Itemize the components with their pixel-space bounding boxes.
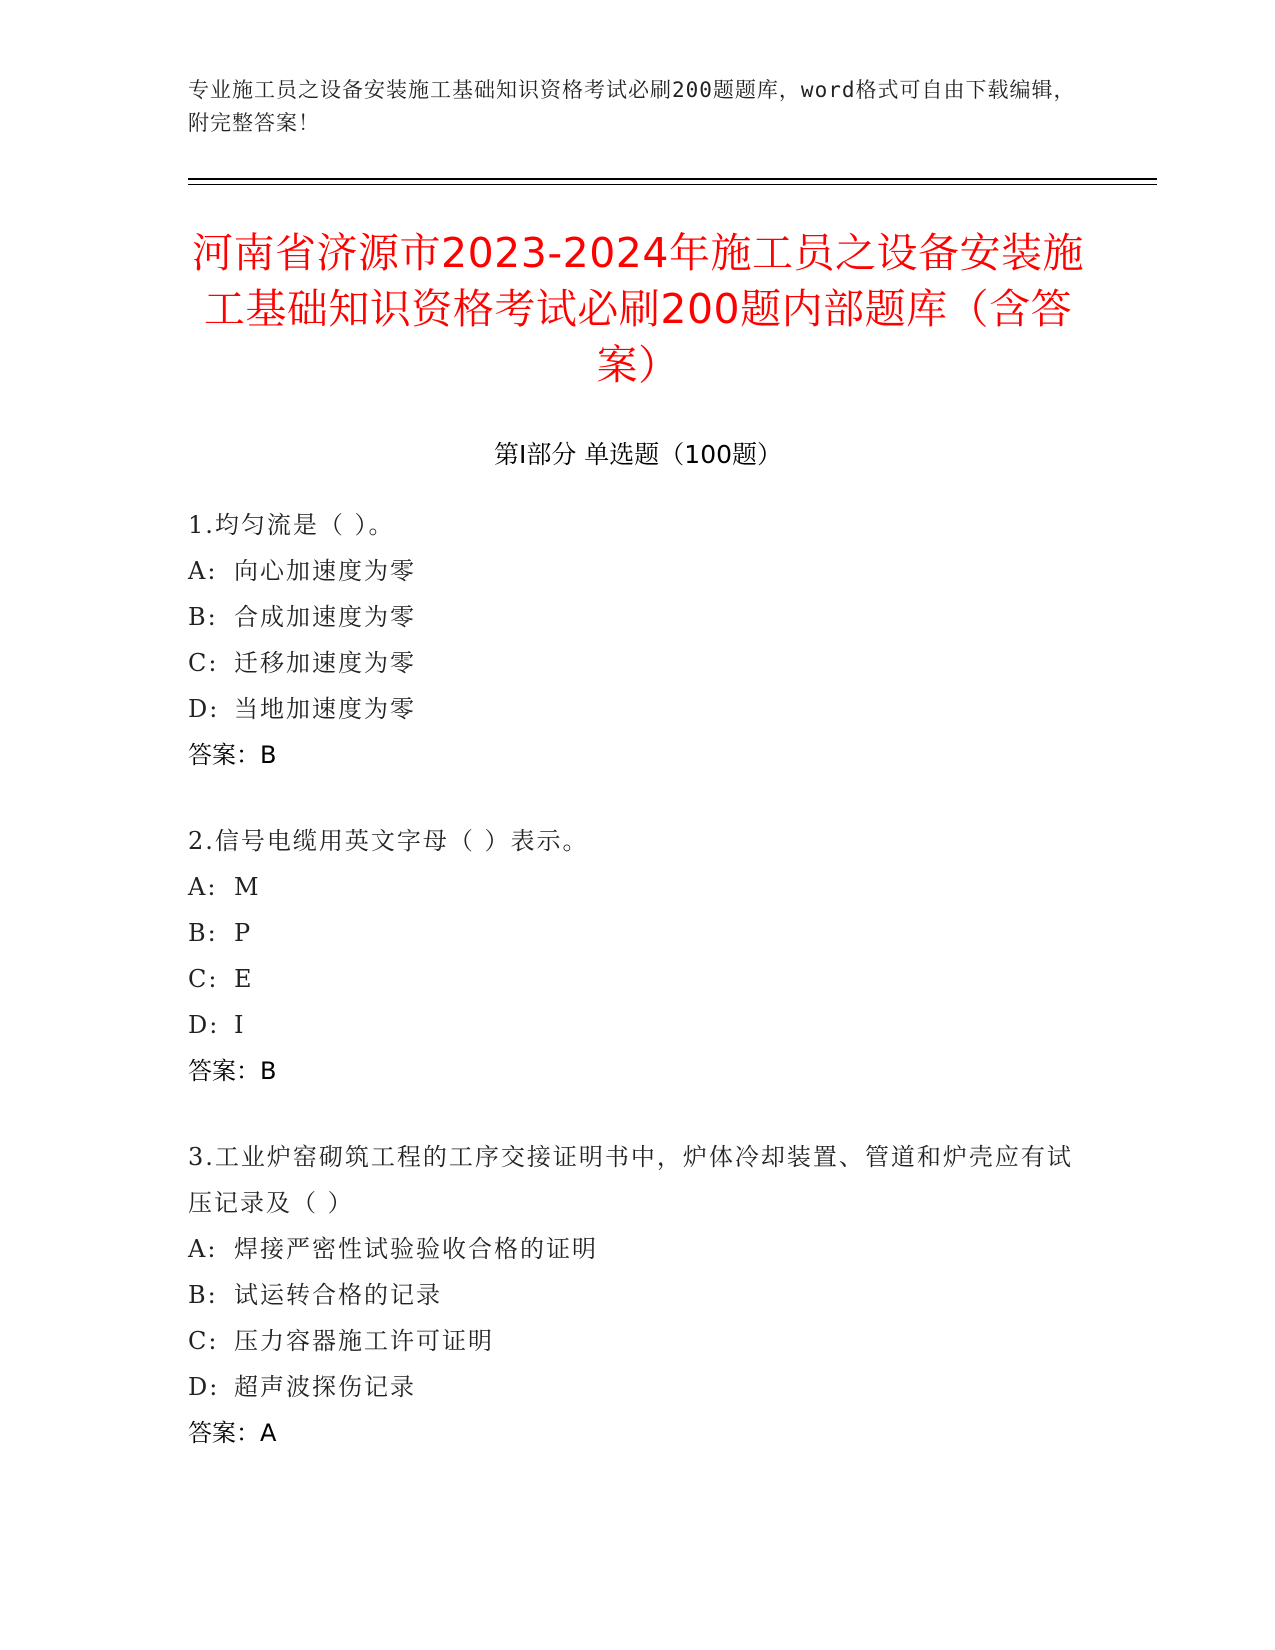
option-key: C:	[188, 965, 219, 993]
option-text: 试运转合格的记录	[234, 1281, 442, 1309]
option-text: 迁移加速度为零	[234, 649, 416, 677]
question-stem: 1.均匀流是（ ）。	[188, 511, 395, 539]
option-text: 焊接严密性试验验收合格的证明	[234, 1235, 598, 1263]
option-key: D:	[188, 1011, 220, 1039]
header-rule-thick	[188, 178, 1157, 180]
option-key: B:	[188, 603, 218, 631]
option-b	[188, 910, 1088, 956]
header-note: 专业施工员之设备安装施工基础知识资格考试必刷200题题库，word格式可自由下载编辑，附完整答案！	[188, 78, 1076, 135]
option-key: A:	[188, 557, 218, 585]
option-c	[188, 956, 1088, 1002]
question-2	[188, 818, 1088, 1094]
question-3	[188, 1134, 1088, 1456]
option-key: D:	[188, 695, 220, 723]
option-key: B:	[188, 1281, 218, 1309]
option-b	[188, 594, 1088, 640]
option-b	[188, 1272, 1088, 1318]
option-key: A:	[188, 873, 218, 901]
option-key: D:	[188, 1373, 220, 1401]
option-key: B:	[188, 919, 218, 947]
option-a	[188, 864, 1088, 910]
answer-line: 答案：B	[188, 741, 277, 769]
option-c	[188, 1318, 1088, 1364]
option-text: 当地加速度为零	[234, 695, 416, 723]
option-text: M	[234, 873, 261, 901]
option-key: A:	[188, 1235, 218, 1263]
option-text: 超声波探伤记录	[234, 1373, 416, 1401]
section-heading: 第Ⅰ部分 单选题（100题）	[493, 440, 783, 469]
document-title: 河南省济源市2023-2024年施工员之设备安装施工基础知识资格考试必刷200题内部题库（含答案）	[192, 229, 1084, 389]
option-d	[188, 686, 1088, 732]
option-d	[188, 1364, 1088, 1410]
answer-line: 答案：B	[188, 1057, 277, 1085]
option-text: P	[234, 919, 253, 947]
question-stem: 2.信号电缆用英文字母（ ）表示。	[188, 827, 589, 855]
header-rule-thin	[188, 184, 1157, 185]
question-1	[188, 502, 1088, 778]
option-key: C:	[188, 649, 219, 677]
option-d	[188, 1002, 1088, 1048]
option-text: I	[234, 1011, 246, 1039]
option-c	[188, 640, 1088, 686]
question-stem: 3.工业炉窑砌筑工程的工序交接证明书中，炉体冷却装置、管道和炉壳应有试压记录及（ ）	[188, 1143, 1073, 1217]
option-key: C:	[188, 1327, 219, 1355]
option-a	[188, 548, 1088, 594]
option-text: 向心加速度为零	[234, 557, 416, 585]
option-a	[188, 1226, 1088, 1272]
option-text: 压力容器施工许可证明	[234, 1327, 494, 1355]
option-text: E	[234, 965, 254, 993]
answer-line: 答案：A	[188, 1419, 277, 1447]
option-text: 合成加速度为零	[234, 603, 416, 631]
